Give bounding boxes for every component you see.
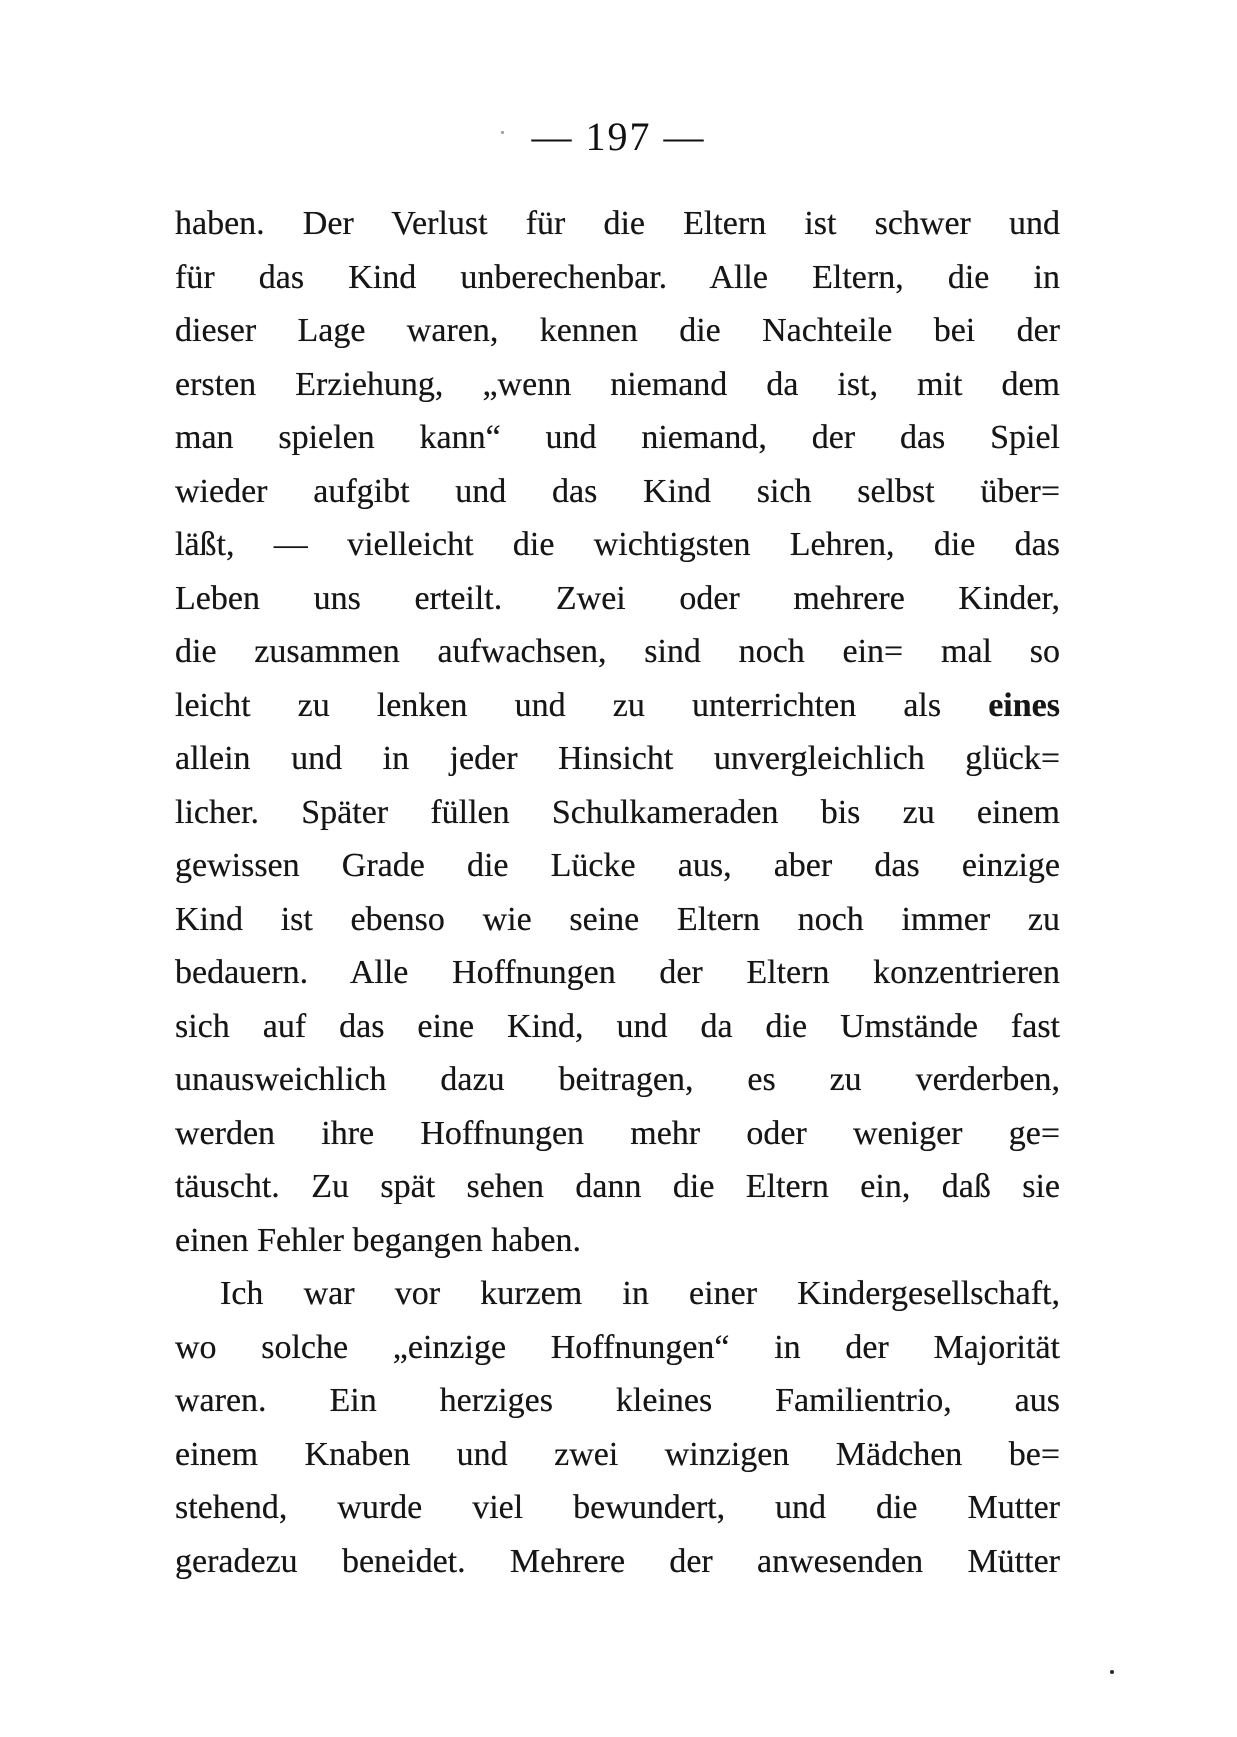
text-line: licher. Später füllen Schulkameraden bis zu einem: [175, 793, 1060, 831]
text-line: Ich war vor kurzem in einer Kindergesellschaft,: [220, 1275, 1060, 1312]
text-segment: leicht zu lenken und zu unterrichten als: [175, 686, 942, 724]
text-line: die zusammen aufwachsen, sind noch ein= mal so: [175, 633, 1060, 670]
text-line: haben. Der Verlust für die Eltern ist schwer und: [175, 205, 1060, 242]
text-line: einen Fehler begangen haben.: [175, 1221, 581, 1259]
text-line: täuscht. Zu spät sehen dann die Eltern ein, daß sie: [175, 1168, 1060, 1205]
text-line: ersten Erziehung, „wenn niemand da ist, mit dem: [175, 365, 1060, 403]
text-line: waren. Ein herziges kleines Familientrio, aus: [175, 1382, 1060, 1419]
text-line: gewissen Grade die Lücke aus, aber das einzige: [175, 847, 1060, 884]
text-line: Leben uns erteilt. Zwei oder mehrere Kinder,: [175, 579, 1060, 617]
text-line: werden ihre Hoffnungen mehr oder weniger ge=: [175, 1114, 1060, 1152]
body-text: [175, 197, 1060, 1588]
text-line: Kind ist ebenso wie seine Eltern noch immer zu: [175, 900, 1060, 938]
text-line: allein und in jeder Hinsicht unvergleichlich glück=: [175, 740, 1060, 777]
page-number: — 197 —: [531, 114, 706, 159]
ink-speck: [1110, 1670, 1114, 1674]
text-line: dieser Lage waren, kennen die Nachteile bei der: [175, 312, 1060, 349]
text-line: sich auf das eine Kind, und da die Umstände fast: [175, 1007, 1060, 1045]
text-line: wo solche „einzige Hoffnungen“ in der Majorität: [175, 1328, 1060, 1366]
text-line: geradezu beneidet. Mehrere der anwesenden Mütter: [175, 1542, 1060, 1580]
emphasized-word: eines: [988, 686, 1060, 724]
ink-speck: [501, 131, 504, 134]
text-line: wieder aufgibt und das Kind sich selbst über=: [175, 472, 1060, 510]
text-line: man spielen kann“ und niemand, der das Spiel: [175, 419, 1060, 456]
text-line: läßt, — vielleicht die wichtigsten Lehren, die das: [175, 526, 1060, 563]
text-line: [175, 679, 1060, 733]
text-line: bedauern. Alle Hoffnungen der Eltern konzentrieren: [175, 954, 1060, 991]
text-line: einem Knaben und zwei winzigen Mädchen be=: [175, 1435, 1060, 1473]
text-line: stehend, wurde viel bewundert, und die Mutter: [175, 1489, 1060, 1526]
text-line: für das Kind unberechenbar. Alle Eltern, die in: [175, 258, 1060, 296]
text-line: unausweichlich dazu beitragen, es zu verderben,: [175, 1061, 1060, 1098]
